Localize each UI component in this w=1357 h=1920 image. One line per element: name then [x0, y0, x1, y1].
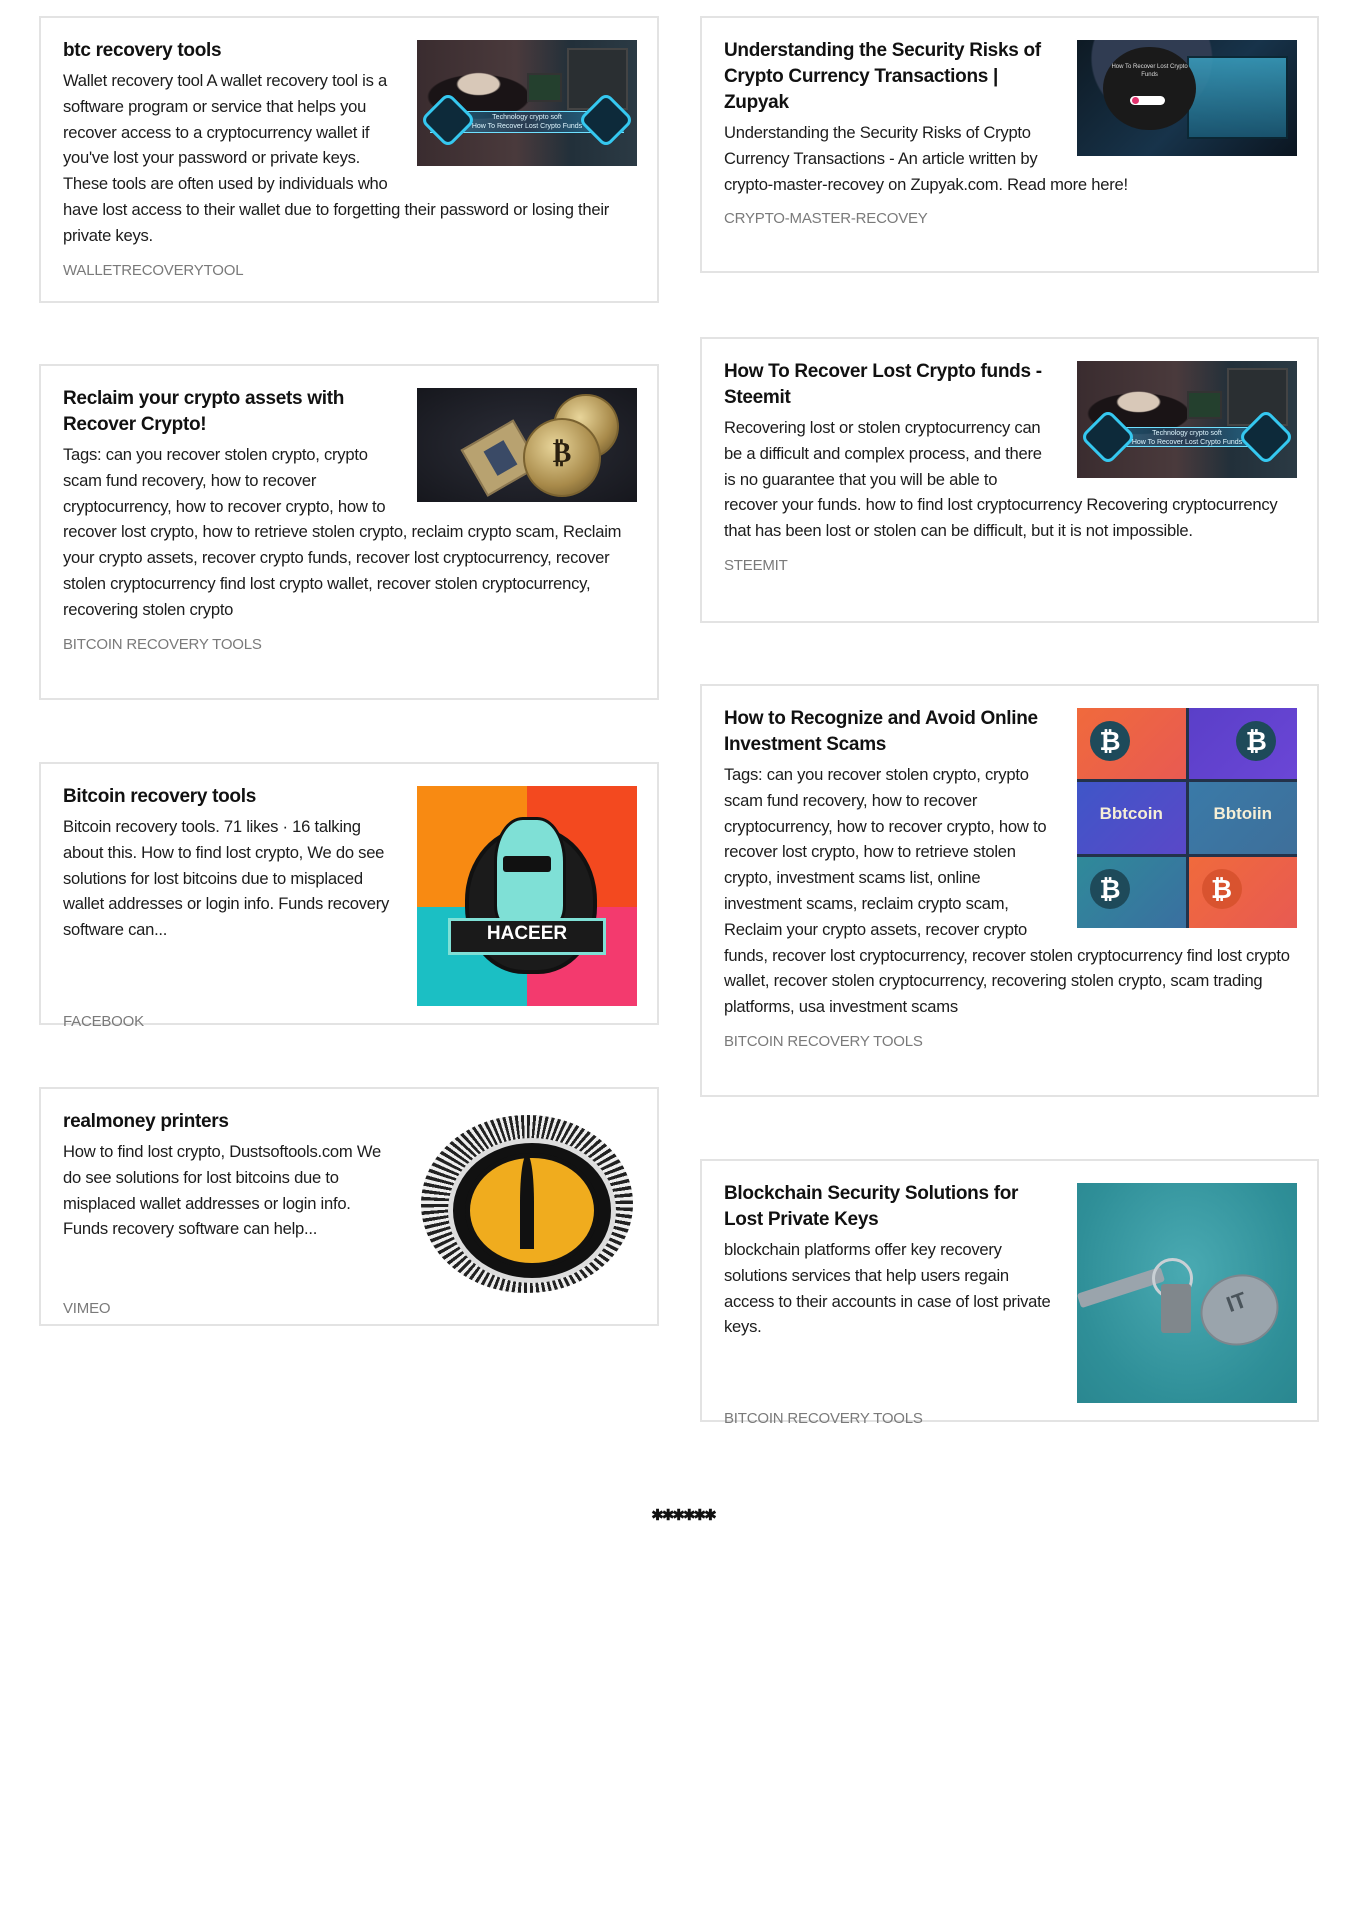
card-title[interactable]: Reclaim your crypto assets with Recover Crypto! [63, 388, 345, 435]
card-title[interactable]: Bitcoin recovery tools [63, 786, 256, 807]
button-shape [1130, 96, 1165, 105]
card-source: BITCOIN RECOVERY TOOLS [724, 1410, 923, 1427]
card-title[interactable]: How to Recognize and Avoid Online Investment Scams [724, 708, 1038, 755]
result-card[interactable] [39, 364, 659, 700]
result-card[interactable] [39, 1087, 659, 1326]
thumbnail-caption [417, 113, 637, 131]
bitcoin-icon: ₿ [1202, 869, 1242, 909]
bitcoin-icon: ₿ [1090, 869, 1130, 909]
card-source: BITCOIN RECOVERY TOOLS [724, 1032, 923, 1050]
card-thumbnail[interactable] [1077, 1183, 1297, 1403]
mascot-face [494, 817, 566, 929]
card-description: Tags: can you recover stolen crypto, crypto scam fund recovery, how to recover cryptocurrency, how to recover crypto, how to recover lost crypto, how to retrieve stolen crypto, reclaim crypto scam, Reclaim your crypto assets, recover crypto funds, recover lost cryptocurrency, recover stolen cryptocurrency find lost crypto wallet, recover stolen cryptocurrency, recovering stolen crypto [63, 445, 622, 619]
subcaption-text: How To Recover Lost Crypto Funds [471, 123, 583, 131]
card-thumbnail[interactable] [1077, 361, 1297, 478]
caption-text: Technology crypto soft [1152, 429, 1222, 437]
card-title[interactable]: How To Recover Lost Crypto funds - Steemit [724, 361, 1042, 408]
tile-word: Bbtcoin [1099, 803, 1163, 823]
card-source: STEEMIT [724, 556, 788, 574]
result-card[interactable] [700, 16, 1319, 273]
logo-banner: HACEER [448, 918, 606, 955]
card-description: Understanding the Security Risks of Crypto Currency Transactions - An article written by crypto-master-recovey on Zupyak.com. Read more here! [724, 123, 1128, 194]
subcaption-text: How To Recover Lost Crypto Funds [1131, 438, 1243, 446]
card-source: CRYPTO-MASTER-RECOVEY [724, 210, 928, 228]
card-thumbnail[interactable] [417, 388, 637, 502]
result-card[interactable] [39, 16, 659, 303]
card-thumbnail[interactable] [1077, 708, 1297, 928]
card-title[interactable]: btc recovery tools [63, 40, 222, 61]
card-thumbnail[interactable] [417, 40, 637, 166]
card-description: Tags: can you recover stolen crypto, crypto scam fund recovery, how to recover cryptocurrency, how to recover crypto, how to recover lost crypto, how to retrieve stolen crypto, investment scams list, online investment scams, reclaim crypto scam, Reclaim your crypto assets, recover crypto funds, recover lost cryptocurrency, recover stolen cryptocurrency find lost crypto wallet, recover stolen cryptocurrency, recovering stolen crypto, scam trading platforms, usa investment scams [724, 765, 1290, 1017]
card-source: FACEBOOK [63, 1013, 144, 1030]
sunglasses-shape [503, 856, 551, 871]
result-card[interactable] [700, 684, 1319, 1097]
card-source: VIMEO [63, 1300, 111, 1317]
emblem-spike [520, 1155, 533, 1250]
card-description: blockchain platforms offer key recovery solutions services that help users regain access to their accounts in case of lost private keys. [724, 1240, 1051, 1337]
bitcoin-icon: ₿ [1236, 721, 1276, 761]
tile-word: Bbtoiin [1213, 803, 1273, 823]
result-card[interactable] [700, 337, 1319, 623]
bitcoin-icon: ₿ [1090, 721, 1130, 761]
result-card[interactable] [700, 1159, 1319, 1427]
card-description: Bitcoin recovery tools. 71 likes · 16 talking about this. How to find lost crypto, We do see solutions for lost bitcoins due to misplaced wallet addresses or login info. Funds recovery software can... [63, 817, 390, 940]
card-thumbnail[interactable] [417, 1111, 637, 1293]
thumbnail-caption [1077, 429, 1297, 447]
section-separator: ✱✱✱✱✱✱ [651, 1507, 715, 1524]
card-title[interactable]: realmoney printers [63, 1111, 229, 1132]
monitor-shape [1187, 56, 1288, 139]
card-thumbnail[interactable] [1077, 40, 1297, 156]
result-card[interactable] [39, 762, 659, 1030]
card-description: Recovering lost or stolen cryptocurrency can be a difficult and complex process, and there is no guarantee that you will be able to recover your funds. how to find lost cryptocurrency Recovering cryptocurrency that has been lost or stolen can be difficult, but it is not impossible. [724, 418, 1278, 541]
monitor-shape [527, 73, 562, 102]
caption-text: Technology crypto soft [492, 114, 562, 122]
card-title[interactable]: Understanding the Security Risks of Crypto Currency Transactions | Zupyak [724, 40, 1041, 113]
bitcoin-icon: ₿ [523, 418, 602, 497]
card-description: Wallet recovery tool A wallet recovery tool is a software program or service that helps you recover access to a cryptocurrency wallet if you've lost your password or private keys. These tools are often used by individuals who have lost access to their wallet due to forgetting their password or losing their private keys. [63, 71, 610, 245]
fob-shape [1161, 1284, 1192, 1332]
thumbnail-caption: How To Recover Lost Crypto Funds [1111, 64, 1188, 79]
card-description: How to find lost crypto, Dustsoftools.com We do see solutions for lost bitcoins due to misplaced wallet addresses or login info. Funds recovery software can help... [63, 1142, 381, 1239]
card-thumbnail[interactable] [417, 786, 637, 1006]
monitor-shape [1187, 391, 1222, 418]
key-tag: IT [1191, 1264, 1289, 1357]
card-source: WALLETRECOVERYTOOL [63, 261, 244, 279]
card-title[interactable]: Blockchain Security Solutions for Lost Private Keys [724, 1183, 1019, 1230]
card-source: BITCOIN RECOVERY TOOLS [63, 635, 262, 653]
overlay-circle [1103, 47, 1195, 131]
